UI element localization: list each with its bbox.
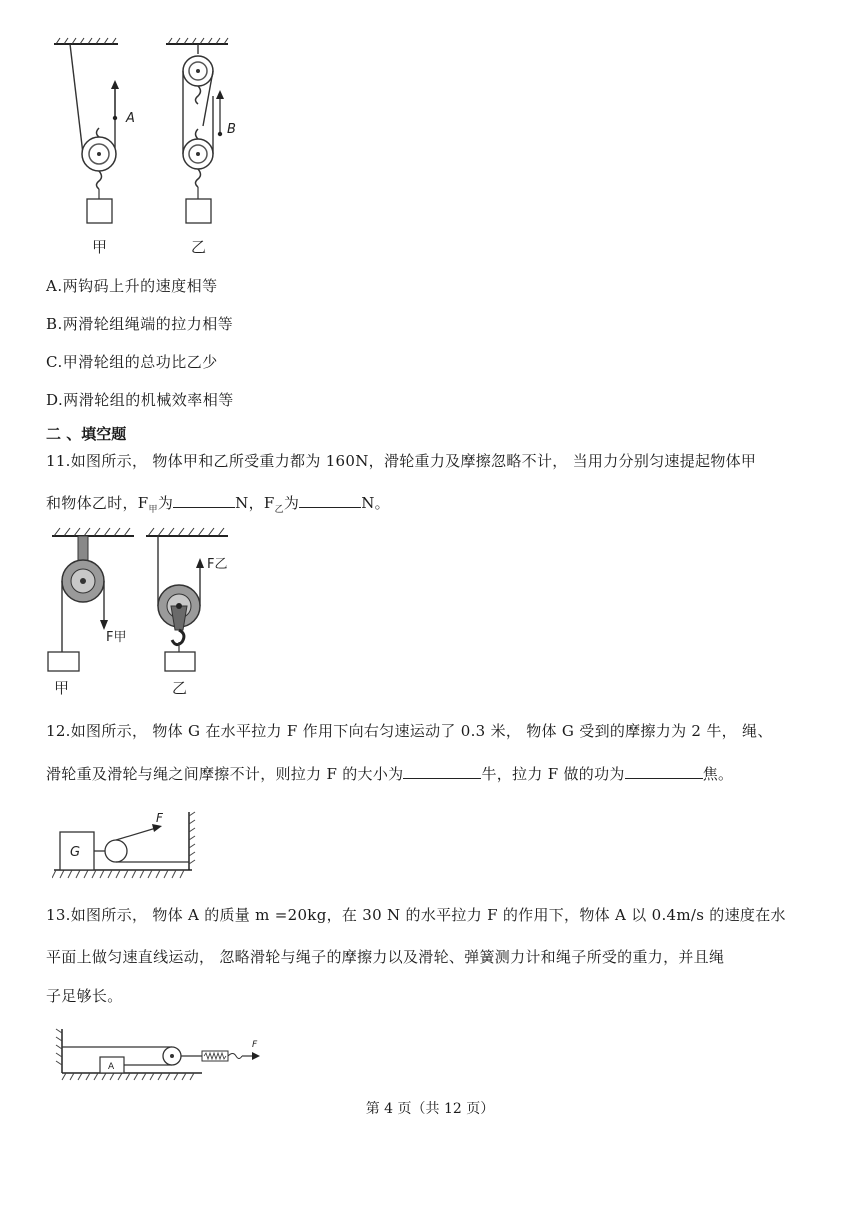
option-c: C.甲滑轮组的总功比乙少 — [46, 353, 218, 371]
figure-q10-pulleys — [46, 36, 256, 261]
q12-blank-force[interactable] — [403, 762, 481, 779]
option-b-text: 两滑轮组绳端的拉力相等 — [62, 315, 234, 333]
option-b: B.两滑轮组绳端的拉力相等 — [46, 315, 234, 333]
block-G-label: G — [70, 845, 81, 860]
force-F-label: F — [156, 811, 163, 825]
label-A: A — [126, 111, 135, 126]
figure-q11-pulleys — [40, 526, 240, 701]
q13-line3: 子足够长。 — [46, 987, 123, 1005]
caption-yi: 乙 — [191, 238, 207, 256]
q12-blank-work[interactable] — [625, 762, 703, 779]
option-a: A.两钩码上升的速度相等 — [46, 277, 218, 295]
figure-q12 — [52, 810, 197, 885]
q11-blank-jia[interactable] — [173, 491, 235, 508]
q11-box-yi-label: 乙 — [172, 679, 188, 697]
option-a-text: 两钩码上升的速度相等 — [62, 277, 218, 295]
q11-line1: 11.如图所示， 物体甲和乙所受重力都为 160N，滑轮重力及摩擦忽略不计， 当用力分别匀速提起物体甲 — [46, 452, 757, 470]
q12-line1: 12.如图所示， 物体 G 在水平拉力 F 作用下向右匀速运动了 0.3 米， 物体 G 受到的摩擦力为 2 牛， 绳、 — [46, 722, 773, 740]
label-f-jia: F甲 — [106, 630, 127, 645]
q11-box-jia-label: 甲 — [54, 679, 70, 697]
page-footer: 第 4 页（共 12 页） — [365, 1101, 495, 1117]
caption-jia: 甲 — [92, 238, 108, 256]
label-B: B — [227, 122, 236, 137]
section-title: 二 、填空题 — [46, 425, 127, 443]
q12-line2: 滑轮重及滑轮与绳之间摩擦不计，则拉力 F 的大小为 牛，拉力 F 做的功为 焦。 — [46, 756, 846, 792]
force-F-label-q13: F — [252, 1040, 258, 1050]
figure-q13 — [52, 1025, 267, 1085]
option-c-text: 甲滑轮组的总功比乙少 — [62, 353, 218, 371]
label-f-yi: F乙 — [207, 557, 228, 572]
q13-line2: 平面上做匀速直线运动， 忽略滑轮与绳子的摩擦力以及滑轮、弹簧测力计和绳子所受的重力，并且绳 — [46, 948, 725, 966]
block-A-label: A — [108, 1062, 115, 1072]
q11-blank-yi[interactable] — [299, 491, 361, 508]
q13-line1: 13.如图所示， 物体 A 的质量 m =20kg，在 30 N 的水平拉力 F 的作用下，物体 A 以 0.4m/s 的速度在水 — [46, 906, 786, 924]
q11-line2: 和物体乙时，$F_甲$为 N，$F_乙$为 N。 — [46, 485, 846, 528]
option-d-text: 两滑轮组的机械效率相等 — [63, 391, 234, 409]
option-d: D.两滑轮组的机械效率相等 — [46, 391, 234, 409]
